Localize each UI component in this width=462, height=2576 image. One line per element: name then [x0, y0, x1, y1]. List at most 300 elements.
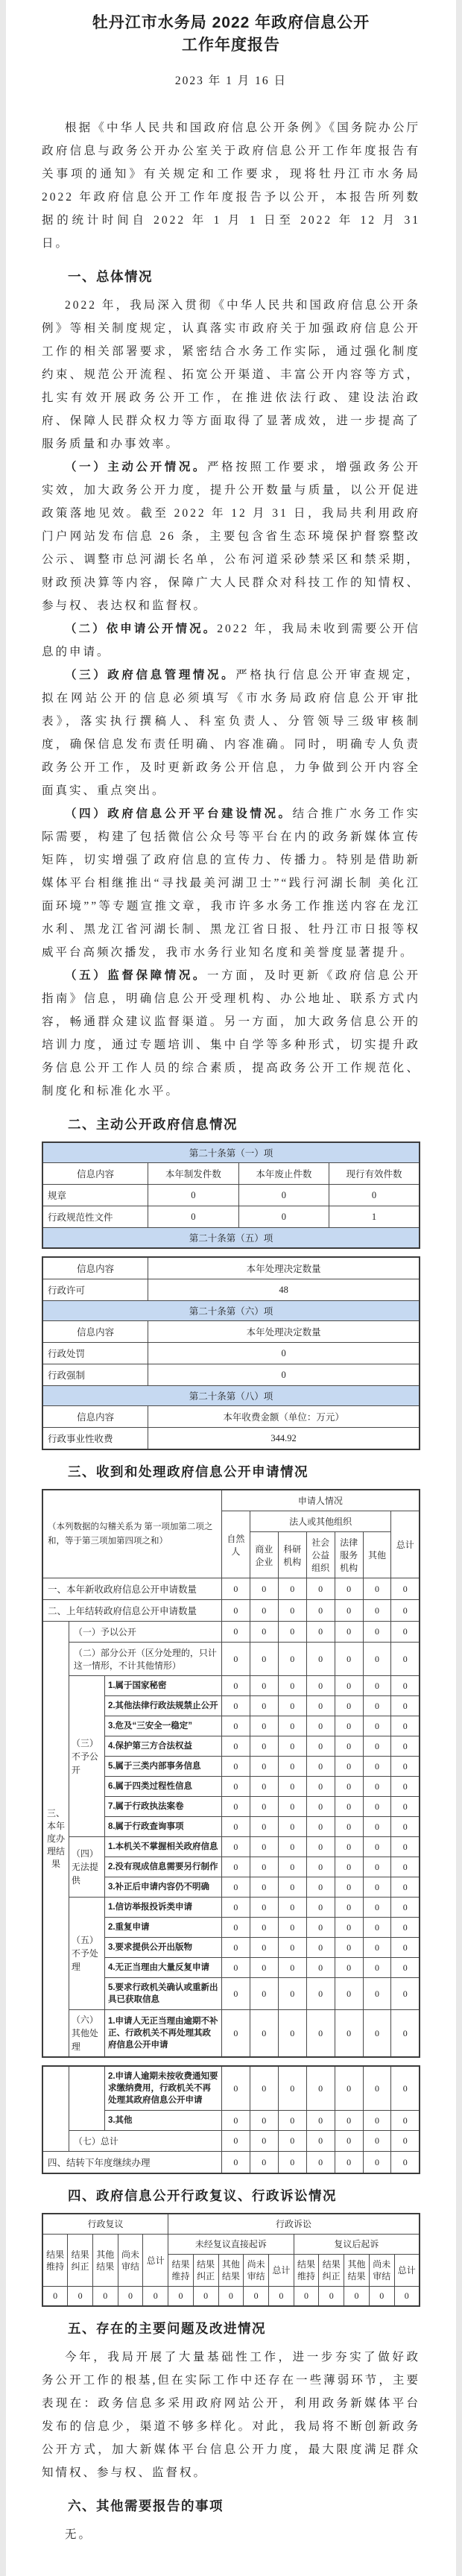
value-row	[42, 2287, 420, 2307]
value-cell: 0	[335, 1837, 363, 1857]
value-cell: 0	[335, 1898, 363, 1918]
corner-note-cell: （本列数据的勾稽关系为 第一项加第二项之和，等于第三项加第四项之和）	[42, 1490, 221, 1578]
org-column-header-cell: 商业企业	[250, 1532, 278, 1578]
result-column-header-cell: 结果纠正	[319, 2255, 344, 2287]
value-cell: 0	[306, 2111, 335, 2131]
section-1-heading: 一、总体情况	[68, 269, 153, 284]
result-column-header-cell: 尚未审结	[369, 2255, 394, 2287]
value-cell: 0	[221, 1676, 250, 1696]
row-label-cell: 二、上年结转政府信息公开申请数量	[42, 1600, 221, 1622]
value-cell: 0	[363, 1857, 391, 1877]
section-6-paragraph: 无。	[65, 2528, 93, 2541]
row-label-cell: 一、本年新收政府信息公开申请数量	[42, 1578, 221, 1600]
value-cell: 0	[250, 1817, 278, 1837]
value-cell: 0	[221, 1622, 250, 1643]
value-cell: 0	[250, 1716, 278, 1736]
table-row	[42, 1364, 420, 1386]
value-cell: 0	[118, 2287, 143, 2307]
value-cell: 0	[335, 2131, 363, 2152]
org-column-header-cell: 科研机构	[278, 1532, 306, 1578]
value-cell: 0	[363, 2111, 391, 2131]
value-cell: 0	[221, 1898, 250, 1918]
result-column-header-cell: 结果维持	[294, 2255, 319, 2287]
value-cell: 0	[306, 1898, 335, 1918]
value-cell: 0	[335, 1643, 363, 1676]
table-row	[42, 2066, 420, 2111]
band-row	[42, 1228, 420, 1249]
value-cell: 0	[143, 2287, 168, 2307]
table-row	[42, 1600, 420, 1622]
value-cell: 0	[294, 2287, 319, 2307]
value-cell: 0	[306, 1676, 335, 1696]
value-cell: 0	[363, 1643, 391, 1676]
header-row	[42, 1321, 420, 1343]
value-cell: 0	[335, 1777, 363, 1797]
value-cell: 0	[391, 1958, 420, 1978]
value-cell: 0	[335, 1757, 363, 1777]
subsection-paragraph-5	[42, 964, 420, 1103]
value-cell: 0	[335, 1716, 363, 1736]
result-column-header-cell: 总计	[143, 2235, 168, 2287]
value-cell: 0	[221, 1857, 250, 1877]
value-cell: 0	[363, 1696, 391, 1716]
report-title-line2: 工作年度报告	[182, 37, 280, 54]
value-cell: 0	[306, 1600, 335, 1622]
value-cell: 0	[335, 2010, 363, 2058]
band-cell: 第二十条第（八）项	[42, 1386, 420, 1406]
band-row	[42, 1301, 420, 1321]
value-cell: 0	[278, 1898, 306, 1918]
value-cell: 0	[391, 1757, 420, 1777]
value-cell: 0	[306, 2131, 335, 2152]
result-column-header-cell: 总计	[394, 2255, 420, 2287]
value-cell: 0	[221, 1736, 250, 1757]
value-cell: 0	[221, 1918, 250, 1938]
column-header-cell: 信息内容	[42, 1406, 148, 1428]
report-title-line1: 牡丹江市水务局 2022 年政府信息公开	[92, 14, 370, 31]
value-cell: 0	[335, 1600, 363, 1622]
subsection-lead-2: （二）依申请公开情况。	[65, 623, 218, 635]
value-cell: 0	[168, 2287, 194, 2307]
value-cell: 0	[221, 1797, 250, 1817]
value-cell: 0	[250, 1600, 278, 1622]
table-row	[42, 1622, 420, 1643]
group-label-cell: （四）无法提供	[69, 1837, 104, 1898]
value-cell: 0	[278, 1918, 306, 1938]
natural-person-header-cell: 自然人	[221, 1511, 250, 1578]
value-cell: 0	[391, 1696, 420, 1716]
value-cell: 0	[278, 1716, 306, 1736]
row-label-cell: 行政事业性收费	[42, 1428, 148, 1450]
value-cell: 0	[278, 1958, 306, 1978]
value-cell: 0	[335, 1938, 363, 1958]
result-column-header-cell: 其他结果	[344, 2255, 370, 2287]
table-row	[42, 1206, 420, 1228]
value-cell: 0	[335, 1958, 363, 1978]
header-row	[42, 1163, 420, 1185]
value-cell: 0	[221, 2066, 250, 2111]
item-label-cell: 2.申请人逾期未按收费通知要求缴纳费用，行政机关不再处理其政府信息公开申请	[104, 2066, 221, 2111]
band-cell: 第二十条第（一）项	[42, 1142, 420, 1163]
value-cell: 0	[278, 1857, 306, 1877]
value-cell: 0	[329, 1185, 420, 1206]
value-cell: 0	[363, 1837, 391, 1857]
value-cell: 0	[148, 1206, 238, 1228]
table-row	[42, 2152, 420, 2174]
value-cell: 0	[221, 2152, 250, 2174]
section-4-heading: 四、政府信息公开行政复议、行政诉讼情况	[68, 2188, 337, 2203]
value-cell: 0	[363, 1736, 391, 1757]
value-cell: 0	[363, 2131, 391, 2152]
value-cell: 0	[391, 1622, 420, 1643]
value-cell: 0	[250, 1622, 278, 1643]
value-cell: 0	[363, 2066, 391, 2111]
item-label-cell: 2.重复申请	[104, 1918, 221, 1938]
value-cell: 0	[335, 1736, 363, 1757]
value-cell: 0	[391, 1797, 420, 1817]
subsection-text-1: 严格按照工作要求，增强政务公开实效，加大政务公开力度，提升公开数量与质量，以公开促进政策落地见效。截至 2022 年 12 月 31 日，我局共利用政府门户网站发布信息 26 条，主要包含省生态环境保护督察整改公示、调整市总河湖长名单，公布河道采砂禁采区和禁采期，财政预决算等内容，保障广大人民群众对科技工作的知情权、参与权、表达权和监督权。	[42, 461, 420, 612]
value-cell: 0	[391, 2131, 420, 2152]
result-column-header-cell: 总计	[268, 2255, 294, 2287]
result-column-header-cell: 其他结果	[92, 2235, 118, 2287]
value-cell: 0	[250, 1837, 278, 1857]
value-cell: 1	[329, 1206, 420, 1228]
value-cell: 0	[221, 1643, 250, 1676]
value-cell: 0	[306, 1837, 335, 1857]
value-cell: 0	[238, 1185, 329, 1206]
row-label-cell: 四、结转下年度继续办理	[42, 2152, 221, 2174]
value-cell: 0	[369, 2287, 394, 2307]
application-table-part2	[42, 2065, 420, 2174]
value-cell: 0	[306, 1958, 335, 1978]
subsection-text-2: 2022 年，我局未收到需要公开信息的申请。	[42, 623, 420, 658]
after-review-suit-header-cell: 复议后起诉	[294, 2235, 420, 2255]
result-column-header-cell: 结果维持	[42, 2235, 68, 2287]
value-cell: 0	[250, 1857, 278, 1877]
header-row	[42, 1257, 420, 1279]
subsection-paragraph-1	[42, 456, 420, 617]
item-label-cell: 5.要求行政机关确认或重新出具已获取信息	[104, 1978, 221, 2010]
value-cell: 0	[306, 1817, 335, 1837]
table-row	[42, 1343, 420, 1364]
result-column-header-cell: 结果纠正	[68, 2235, 93, 2287]
value-cell: 0	[335, 1696, 363, 1716]
value-cell: 0	[221, 1600, 250, 1622]
item-label-cell: 6.属于四类过程性信息	[104, 1777, 221, 1797]
value-cell: 0	[92, 2287, 118, 2307]
value-cell: 0	[335, 2066, 363, 2111]
value-cell: 0	[278, 1643, 306, 1676]
result-column-header-cell: 尚未审结	[118, 2235, 143, 2287]
value-cell: 0	[250, 1978, 278, 2010]
value-cell: 0	[391, 1578, 420, 1600]
table-row	[42, 1578, 420, 1600]
direct-suit-header-cell: 未经复议直接起诉	[168, 2235, 294, 2255]
value-cell: 0	[335, 1877, 363, 1898]
result-column-header-cell: 尚未审结	[244, 2255, 269, 2287]
total-header-cell: 总计	[391, 1511, 420, 1578]
subsection-paragraph-4	[42, 802, 420, 964]
value-cell: 0	[391, 2111, 420, 2131]
value-cell: 0	[244, 2287, 269, 2307]
value-cell: 0	[250, 1797, 278, 1817]
value-cell: 0	[363, 1958, 391, 1978]
table-row	[42, 1898, 420, 1918]
value-cell: 0	[363, 1777, 391, 1797]
value-cell: 0	[250, 1898, 278, 1918]
value-cell: 0	[42, 2287, 68, 2307]
value-cell: 0	[335, 1817, 363, 1837]
value-cell: 0	[306, 1716, 335, 1736]
value-cell: 0	[391, 1857, 420, 1877]
value-cell: 0	[306, 1918, 335, 1938]
row-label-cell: 行政规范性文件	[42, 1206, 148, 1228]
row-label-cell: （一）予以公开	[69, 1622, 221, 1643]
value-cell: 0	[250, 1757, 278, 1777]
column-header-cell: 现行有效件数	[329, 1163, 420, 1185]
value-cell: 0	[221, 1716, 250, 1736]
value-cell: 0	[363, 1817, 391, 1837]
value-cell: 0	[221, 2111, 250, 2131]
value-cell: 0	[363, 1716, 391, 1736]
value-cell: 0	[221, 1978, 250, 2010]
value-cell: 0	[394, 2287, 420, 2307]
value-cell: 0	[221, 1958, 250, 1978]
value-cell: 0	[68, 2287, 93, 2307]
value-cell: 0	[278, 1797, 306, 1817]
value-cell: 0	[306, 1797, 335, 1817]
table-row	[42, 1837, 420, 1857]
row-label-cell: （七）总计	[69, 2131, 221, 2152]
value-cell: 0	[278, 1777, 306, 1797]
section-5-heading: 五、存在的主要问题及改进情况	[68, 2321, 266, 2336]
band-cell: 第二十条第（五）项	[42, 1228, 420, 1249]
value-cell: 0	[391, 1938, 420, 1958]
value-cell: 0	[278, 1817, 306, 1837]
value-cell: 0	[306, 1578, 335, 1600]
value-cell: 0	[278, 1578, 306, 1600]
value-cell: 0	[363, 1757, 391, 1777]
value-cell: 0	[391, 1643, 420, 1676]
org-column-header-cell: 法律服务机构	[335, 1532, 363, 1578]
value-cell: 0	[391, 1676, 420, 1696]
org-group-header-cell: 法人或其他组织	[250, 1511, 391, 1532]
column-header-cell: 信息内容	[42, 1321, 148, 1343]
value-cell: 0	[278, 2010, 306, 2058]
value-cell: 0	[335, 1978, 363, 2010]
value-cell: 0	[221, 1938, 250, 1958]
value-cell: 0	[391, 1817, 420, 1837]
value-cell: 0	[250, 2131, 278, 2152]
value-cell: 0	[391, 1777, 420, 1797]
item-label-cell: 5.属于三类内部事务信息	[104, 1757, 221, 1777]
value-cell: 0	[306, 1777, 335, 1797]
value-cell: 0	[391, 2010, 420, 2058]
value-cell: 0	[391, 1736, 420, 1757]
value-cell: 0	[278, 2111, 306, 2131]
value-cell: 0	[250, 1938, 278, 1958]
table-row	[42, 2131, 420, 2152]
value-cell: 0	[363, 1978, 391, 2010]
group-label-cell: （三）不予公开	[69, 1676, 104, 1837]
value-cell: 0	[363, 2152, 391, 2174]
value-cell: 0	[335, 1918, 363, 1938]
table-row	[42, 2010, 420, 2058]
subsection-text-5: 一方面，及时更新《政府信息公开指南》信息，明确信息公开受理机构、办公地址、联系方式内容，畅通群众建议监督渠道。另一方面，加大政务信息公开的培训力度，通过专题培训、集中自学等多种形式，切实提升政务信息公开工作人员的综合素质，提高政务公开工作规范化、制度化和标准化水平。	[42, 969, 420, 1098]
value-cell: 0	[278, 1676, 306, 1696]
value-cell: 0	[391, 1877, 420, 1898]
value-cell: 0	[306, 1696, 335, 1716]
value-cell: 0	[278, 1600, 306, 1622]
value-cell: 0	[306, 2010, 335, 2058]
value-cell: 0	[391, 2152, 420, 2174]
value-cell: 0	[335, 1857, 363, 1877]
review-litigation-table	[42, 2213, 420, 2307]
value-cell: 0	[250, 1958, 278, 1978]
value-cell: 0	[306, 1938, 335, 1958]
item-label-cell: 3.其他	[104, 2111, 221, 2131]
table-row	[42, 1676, 420, 1696]
item-label-cell: 1.属于国家秘密	[104, 1676, 221, 1696]
band-row	[42, 1386, 420, 1406]
value-cell: 48	[148, 1279, 420, 1301]
value-cell: 0	[278, 1696, 306, 1716]
value-cell: 0	[306, 1622, 335, 1643]
value-cell: 0	[363, 1918, 391, 1938]
value-cell: 0	[391, 1918, 420, 1938]
value-cell: 0	[278, 2131, 306, 2152]
application-table-part1	[42, 1489, 420, 2058]
value-cell: 0	[335, 1676, 363, 1696]
group-label-cell: （五）不予处理	[69, 1898, 104, 2010]
section-6-heading: 六、其他需要报告的事项	[68, 2498, 224, 2513]
item-label-cell: 1.信访举报投诉类申请	[104, 1898, 221, 1918]
column-header-cell: 本年收费金额（单位：万元）	[148, 1406, 420, 1428]
value-cell: 0	[306, 1978, 335, 2010]
value-cell: 0	[250, 1643, 278, 1676]
group-label-cell: （六）其他处理	[69, 2010, 104, 2058]
subsection-lead-1: （一）主动公开情况。	[65, 461, 208, 473]
value-cell: 0	[250, 1877, 278, 1898]
subsection-text-3: 严格执行信息公开审查规定，拟在网站公开的信息必须填写《市水务局政府信息公开审批表》，落实执行撰稿人、科室负责人、分管领导三级审核制度，确保信息发布责任明确、内容准确。同时，明确专人负责政务公开工作，及时更新政务公开信息，力争做到公开内容全面真实、重点突出。	[42, 669, 420, 797]
row-label-cell: （二）部分公开（区分处理的，只计这一情形，不计其他情形）	[69, 1643, 221, 1676]
value-cell: 0	[221, 1817, 250, 1837]
value-cell: 0	[363, 1877, 391, 1898]
value-cell: 0	[391, 1837, 420, 1857]
value-cell: 0	[391, 1978, 420, 2010]
value-cell: 0	[363, 1898, 391, 1918]
value-cell: 0	[363, 1622, 391, 1643]
value-cell: 0	[278, 1736, 306, 1757]
value-cell: 0	[319, 2287, 344, 2307]
subsection-lead-3: （三）政府信息管理情况。	[65, 669, 236, 681]
value-cell: 0	[221, 1777, 250, 1797]
subsection-paragraph-3	[42, 664, 420, 802]
column-header-cell: 信息内容	[42, 1257, 148, 1279]
value-cell: 0	[278, 1837, 306, 1857]
subsection-text-4: 结合推广水务工作实际需要，构建了包括微信公众号等平台在内的政务新媒体宣传矩阵，切实增强了政府信息的宣传力、传播力。特别是借助新媒体平台相继推出“寻找最美河湖卫士”“践行河湖长制 美化江面环境””等专题宣推文章，我市许多水务工作推送内容在龙江水利、黑龙江省河湖长制、黑龙江省日报、牡丹江市日报等权威平台高频次播发，我市水务行业知名度和美誉度显著提升。	[42, 807, 420, 959]
header-row	[42, 2235, 420, 2255]
value-cell: 0	[278, 1757, 306, 1777]
value-cell: 0	[391, 2066, 420, 2111]
header-row	[42, 2214, 420, 2235]
article20-table-part2	[42, 1256, 420, 1450]
value-cell: 0	[278, 1622, 306, 1643]
table-row	[42, 1428, 420, 1450]
table-row	[42, 1185, 420, 1206]
value-cell: 0	[250, 1696, 278, 1716]
intro-paragraph: 根据《中华人民共和国政府信息公开条例》《国务院办公厅政府信息与政务公开办公室关于政府信息公开工作年度报告有关事项的通知》有关规定和工作要求，现将牡丹江市水务局 2022 年政府信息公开工作年度报告予以公开，本报告所列数据的统计时间自 2022 年 1 月 1 日至 2022 年 12 月 31 日。	[42, 122, 420, 250]
header-row	[42, 1490, 420, 1511]
section-3-heading: 三、收到和处理政府信息公开申请情况	[68, 1464, 308, 1479]
value-cell: 0	[250, 1676, 278, 1696]
item-label-cell: 2.其他法律行政法规禁止公开	[104, 1696, 221, 1716]
subsection-lead-5: （五）监督保障情况。	[65, 969, 208, 982]
value-cell: 0	[278, 2066, 306, 2111]
article20-table-part1	[42, 1141, 420, 1249]
value-cell: 0	[306, 1736, 335, 1757]
report-page	[6, 0, 456, 2576]
value-cell: 0	[193, 2287, 218, 2307]
item-label-cell: 4.保护第三方合法权益	[104, 1736, 221, 1757]
value-cell: 344.92	[148, 1428, 420, 1450]
table-row	[42, 1643, 420, 1676]
value-cell: 0	[148, 1343, 420, 1364]
value-cell: 0	[250, 1918, 278, 1938]
value-cell: 0	[363, 1797, 391, 1817]
value-cell: 0	[148, 1185, 238, 1206]
section-5-paragraph: 今年，我局开展了大量基础性工作，进一步夯实了做好政务公开工作的根基,但在实际工作中还存在一些薄弱环节，主要表现在：政务信息多采用政府网站公开，利用政务新媒体平台发布的信息少，渠道不够多样化。对此，我局将不断创新政务公开方式，加大新媒体平台信息公开力度，最大限度满足群众知情权、参与权、监督权。	[42, 2351, 420, 2479]
report-title	[42, 12, 420, 57]
value-cell: 0	[250, 2152, 278, 2174]
column-header-cell: 本年制发件数	[148, 1163, 238, 1185]
row-label-cell: 行政许可	[42, 1279, 148, 1301]
group-empty-cell	[69, 2066, 104, 2131]
result-column-header-cell: 结果纠正	[193, 2255, 218, 2287]
value-cell: 0	[221, 1757, 250, 1777]
value-cell: 0	[250, 2010, 278, 2058]
column-header-cell: 信息内容	[42, 1163, 148, 1185]
value-cell: 0	[363, 2010, 391, 2058]
item-label-cell: 1.申请人无正当理由逾期不补正、行政机关不再处理其政府信息公开申请	[104, 2010, 221, 2058]
review-header-cell: 行政复议	[42, 2214, 168, 2235]
value-cell: 0	[221, 2010, 250, 2058]
value-cell: 0	[278, 2152, 306, 2174]
item-label-cell: 7.属于行政执法案卷	[104, 1797, 221, 1817]
applicant-header-cell: 申请人情况	[221, 1490, 420, 1511]
row-label-cell: 行政强制	[42, 1364, 148, 1386]
value-cell: 0	[238, 1206, 329, 1228]
item-label-cell: 1.本机关不掌握相关政府信息	[104, 1837, 221, 1857]
side-label-cell: 三、本年度办理结果	[42, 1622, 69, 2058]
value-cell: 0	[250, 2111, 278, 2131]
value-cell: 0	[335, 2111, 363, 2131]
value-cell: 0	[306, 1757, 335, 1777]
column-header-cell: 本年废止件数	[238, 1163, 329, 1185]
value-cell: 0	[306, 1643, 335, 1676]
row-label-cell: 行政处罚	[42, 1343, 148, 1364]
section-1-overview-paragraph: 2022 年，我局深入贯彻《中华人民共和国政府信息公开条例》等相关制度规定，认真落实市政府关于加强政府信息公开工作的相关部署要求，紧密结合水务工作实际，通过强化制度约束、规范公开流程、拓宽公开渠道、丰富公开内容等方式，扎实有效开展政务公开工作，在推进依法行政、建设法治政府、保障人民群众权力等方面取得了显著成效，进一步提高了服务质量和办事效率。	[42, 299, 420, 450]
value-cell: 0	[306, 1857, 335, 1877]
side-empty-cell	[42, 2066, 69, 2152]
value-cell: 0	[250, 1736, 278, 1757]
org-column-header-cell: 社会公益组织	[306, 1532, 335, 1578]
value-cell: 0	[268, 2287, 294, 2307]
value-cell: 0	[335, 1578, 363, 1600]
value-cell: 0	[221, 1877, 250, 1898]
header-row	[42, 1406, 420, 1428]
item-label-cell: 4.无正当理由大量反复申请	[104, 1958, 221, 1978]
